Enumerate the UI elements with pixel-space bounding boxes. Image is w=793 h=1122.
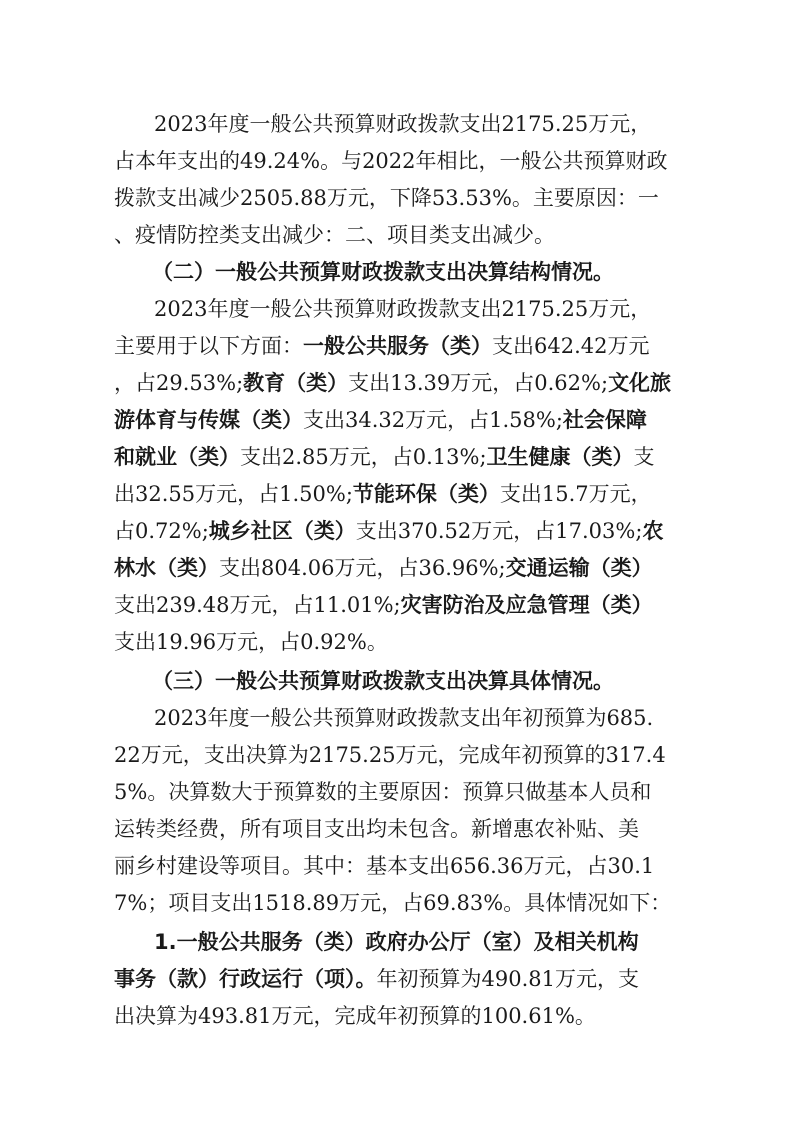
category-name: 卫生健康（类）: [486, 445, 634, 469]
paragraph-line: [114, 965, 689, 993]
paragraph-line: 丽乡村建设等项目。其中：基本支出656.36万元，占30.1: [114, 854, 655, 878]
paragraph-line: 7%；项目支出1518.89万元，占69.83%。具体情况如下：: [114, 891, 672, 915]
paragraph-line: 22万元，支出决算为2175.25万元，完成年初预算的317.4: [114, 743, 666, 767]
paragraph-line: [114, 406, 689, 434]
paragraph-line: 2023年度一般公共预算财政拨款支出2175.25万元，: [154, 112, 652, 136]
item-heading-continued: 事务（款）行政运行（项）。: [114, 967, 377, 991]
paragraph-line: 2023年度一般公共预算财政拨款支出年初预算为685.: [154, 706, 654, 730]
category-name: 教育（类）: [243, 371, 349, 395]
paragraph-line: [114, 369, 689, 397]
text: 支: [633, 445, 655, 469]
paragraph-line: 出决算为493.81万元，完成年初预算的100.61%。: [114, 1004, 596, 1028]
category-name: 城乡社区（类）: [208, 519, 356, 543]
category-name: 灾害防治及应急管理（类）: [400, 593, 653, 617]
paragraph-line: 运转类经费，所有项目支出均未包含。新增惠农补贴、美: [114, 817, 639, 841]
paragraph-line: [114, 554, 689, 582]
paragraph-line: [114, 591, 689, 619]
paragraph-line: [114, 517, 689, 545]
paragraph-line: [114, 332, 689, 360]
paragraph-line: 5%。决算数大于预算数的主要原因：预算只做基本人员和: [114, 780, 652, 804]
section-heading: （二）一般公共预算财政拨款支出决算结构情况。: [152, 260, 614, 284]
item-heading: 1.一般公共服务（类）政府办公厅（室）及相关机构: [154, 930, 639, 954]
category-name: 游体育与传媒（类）: [114, 408, 303, 432]
text: 支出370.52万元，占17.03%;: [355, 519, 643, 543]
category-name: 和就业（类）: [114, 445, 240, 469]
text: 支出13.39万元，占0.62%;: [348, 371, 609, 395]
text: 支出15.7万元，: [499, 482, 652, 506]
paragraph-line: 占本年支出的49.24%。与2022年相比，一般公共预算财政: [114, 149, 668, 173]
text: 出32.55万元，占1.50%;: [114, 482, 353, 506]
category-name: 社会保障: [562, 408, 647, 432]
text: 支出804.06万元，占36.96%;: [219, 556, 506, 580]
category-name: 一般公共服务（类）: [303, 334, 492, 358]
paragraph-line: [114, 480, 689, 508]
text: 支出34.32万元，占1.58%;: [303, 408, 563, 432]
text: ，占29.53%;: [114, 371, 244, 395]
text: 支出642.42万元: [492, 334, 650, 358]
text: 支出2.85万元，占0.13%;: [240, 445, 487, 469]
category-name: 农: [642, 519, 664, 543]
category-name: 林水（类）: [114, 556, 219, 580]
paragraph-line: 拨款支出减少2505.88万元，下降53.53%。主要原因：一: [114, 186, 659, 210]
section-heading: （三）一般公共预算财政拨款支出决算具体情况。: [152, 669, 614, 693]
category-name: 交通运输（类）: [505, 556, 653, 580]
category-name: 节能环保（类）: [352, 482, 500, 506]
paragraph-line: 2023年度一般公共预算财政拨款支出2175.25万元，: [154, 297, 652, 321]
text: 年初预算为490.81万元，支: [376, 967, 639, 991]
paragraph-line: 支出19.96万元，占0.92%。: [114, 630, 388, 654]
category-name: 文化旅: [608, 371, 672, 395]
paragraph-line: [114, 443, 689, 471]
text: 支出239.48万元，占11.01%;: [114, 593, 401, 617]
paragraph-line: 、疫情防控类支出减少：二、项目类支出减少。: [114, 223, 555, 247]
text: 占0.72%;: [114, 519, 209, 543]
text: 主要用于以下方面：: [114, 334, 303, 358]
